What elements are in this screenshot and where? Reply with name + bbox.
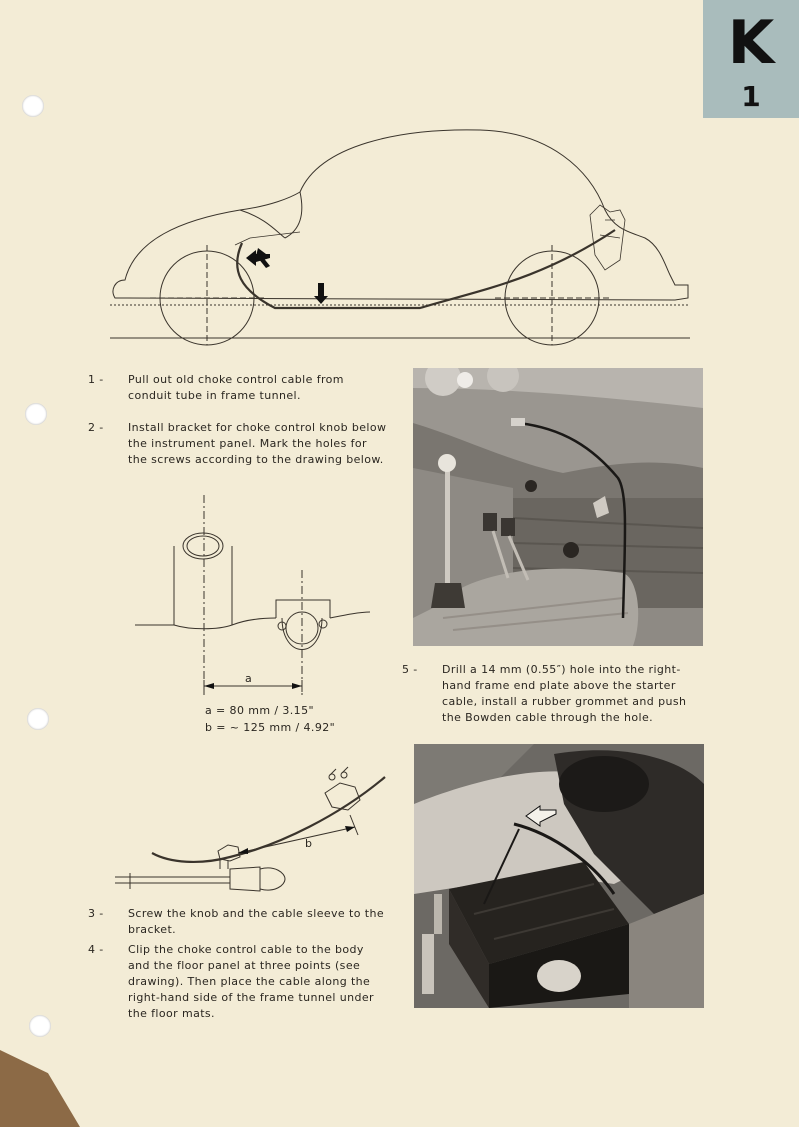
section-number: 1 <box>741 80 761 113</box>
dimension-b-label: b <box>305 837 312 850</box>
interior-dashboard-photo <box>413 368 703 646</box>
step-3-number: 3 - <box>88 907 104 920</box>
punch-hole-upper-middle <box>25 403 47 425</box>
step-5-number: 5 - <box>402 663 418 676</box>
cable-knob-drawing <box>110 765 395 900</box>
formula-b: b = ~ 125 mm / 4.92" <box>205 721 336 734</box>
step-5 <box>402 662 707 726</box>
corner-stain <box>0 1050 80 1127</box>
bracket-dimension-drawing <box>130 490 380 700</box>
step-1-text: Pull out old choke control cable from conduit tube in frame tunnel. <box>128 373 344 402</box>
step-3-text: Screw the knob and the cable sleeve to the bracket. <box>128 907 384 936</box>
punch-hole-lower-middle <box>27 708 49 730</box>
step-1-number: 1 - <box>88 373 104 386</box>
step-4-text: Clip the choke control cable to the body and the floor panel at three points (see drawing). Then place the cable along the right-hand side of the frame tunnel under the floor mats. <box>128 943 374 1020</box>
formula-a: a = 80 mm / 3.15" <box>205 704 314 717</box>
step-2-number: 2 - <box>88 421 104 434</box>
step-4-number: 4 - <box>88 943 104 956</box>
step-1 <box>88 372 388 404</box>
dimension-a-label: a <box>245 672 252 685</box>
step-5-text: Drill a 14 mm (0.55″) hole into the right-hand frame end plate above the starter cable, install a rubber grommet and push the Bowden cable through the hole. <box>442 663 687 724</box>
section-letter: K <box>727 8 775 78</box>
battery-compartment-photo <box>414 744 704 1008</box>
punch-hole-bottom <box>29 1015 51 1037</box>
section-tab <box>703 0 799 118</box>
step-4 <box>88 942 388 1022</box>
car-cable-routing-diagram <box>100 120 700 350</box>
punch-hole-top <box>22 95 44 117</box>
step-2 <box>88 420 388 468</box>
step-2-text: Install bracket for choke control knob below the instrument panel. Mark the holes for the screws according to the drawing below. <box>128 421 387 466</box>
step-3 <box>88 906 388 938</box>
